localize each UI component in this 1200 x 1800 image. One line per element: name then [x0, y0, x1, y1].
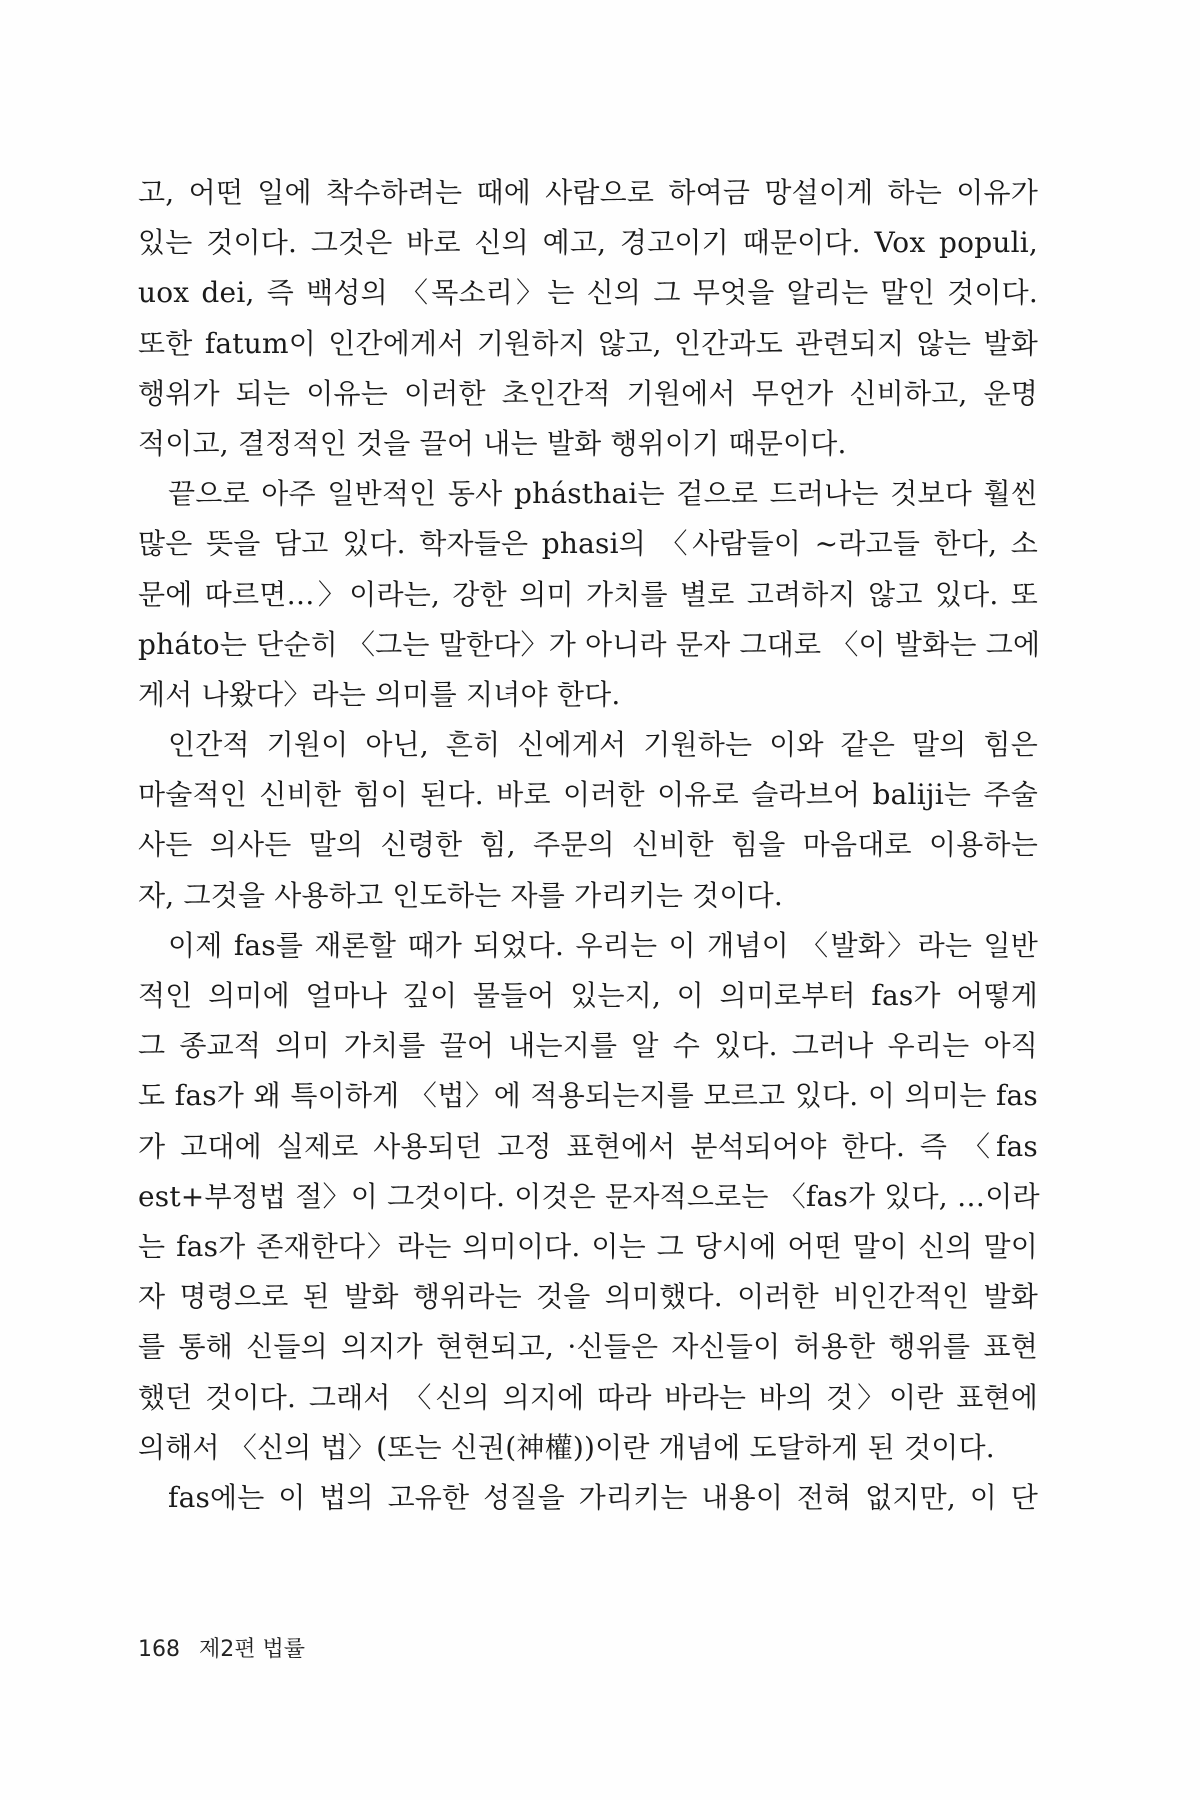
text-line: 를 통해 신들의 의지가 현현되고, ·신들은 자신들이 허용한 행위를 표현	[138, 1330, 1038, 1364]
text-line: 는 fas가 존재한다〉라는 의미이다. 이는 그 당시에 어떤 말이 신의 말이	[138, 1229, 1038, 1263]
paragraph-4	[138, 921, 1038, 1473]
text-line: 적이고, 결정적인 것을 끌어 내는 발화 행위이기 때문이다.	[138, 426, 847, 460]
running-footer-section: 제2편 법률	[199, 1637, 305, 1662]
text-line: 그 종교적 의미 가치를 끌어 내는지를 알 수 있다. 그러나 우리는 아직	[138, 1029, 1038, 1063]
text-line: 자, 그것을 사용하고 인도하는 자를 가리키는 것이다.	[138, 878, 784, 912]
text-line: 끝으로 아주 일반적인 동사 phásthai는 겉으로 드러나는 것보다 훨씬	[168, 477, 1038, 511]
text-line: fas에는 이 법의 고유한 성질을 가리키는 내용이 전혀 없지만, 이 단	[168, 1480, 1038, 1514]
paragraph-1	[138, 168, 1038, 469]
text-line: 도 fas가 왜 특이하게 〈법〉에 적용되는지를 모르고 있다. 이 의미는 fas	[138, 1079, 1038, 1113]
text-line: 문에 따르면…〉이라는, 강한 의미 가치를 별로 고려하지 않고 있다. 또	[138, 577, 1038, 611]
body-text	[138, 168, 1041, 1523]
text-line: 적인 의미에 얼마나 깊이 물들어 있는지, 이 의미로부터 fas가 어떻게	[138, 979, 1038, 1012]
text-line: est+부정법 절〉이 그것이다. 이것은 문자적으로는 〈fas가 있다, …이라	[138, 1179, 1040, 1213]
text-line: 많은 뜻을 담고 있다. 학자들은 phasi의 〈사람들이 ~라고들 한다, 소	[138, 527, 1038, 561]
text-line: 게서 나왔다〉라는 의미를 지녀야 한다.	[138, 677, 621, 711]
text-line: uox dei, 즉 백성의 〈목소리〉는 신의 그 무엇을 알리는 말인 것이다.	[138, 276, 1038, 310]
paragraph-2	[138, 469, 1041, 720]
text-line: 고, 어떤 일에 착수하려는 때에 사람으로 하여금 망설이게 하는 이유가	[138, 176, 1038, 209]
text-line: 했던 것이다. 그래서 〈신의 의지에 따라 바라는 바의 것〉이란 표현에	[138, 1380, 1038, 1414]
text-line: 사든 의사든 말의 신령한 힘, 주문의 신비한 힘을 마음대로 이용하는	[138, 828, 1038, 862]
text-line: 또한 fatum이 인간에게서 기원하지 않고, 인간과도 관련되지 않는 발화	[138, 326, 1038, 360]
text-line: 마술적인 신비한 힘이 된다. 바로 이러한 이유로 슬라브어 baliji는 주술	[138, 778, 1038, 812]
text-line: 이제 fas를 재론할 때가 되었다. 우리는 이 개념이 〈발화〉라는 일반	[168, 928, 1038, 962]
paragraph-3	[138, 720, 1038, 921]
paragraph-5	[138, 1473, 1038, 1523]
text-line: pháto는 단순히 〈그는 말한다〉가 아니라 문자 그대로 〈이 발화는 그에	[138, 627, 1041, 661]
text-line: 행위가 되는 이유는 이러한 초인간적 기원에서 무언가 신비하고, 운명	[138, 376, 1038, 410]
text-line: 있는 것이다. 그것은 바로 신의 예고, 경고이기 때문이다. Vox populi,	[138, 226, 1038, 260]
page-number: 168	[138, 1637, 180, 1662]
text-line: 의해서 〈신의 법〉(또는 신권(神權))이란 개념에 도달하게 된 것이다.	[138, 1430, 995, 1464]
page-footer	[138, 1632, 305, 1663]
text-line: 인간적 기원이 아닌, 흔히 신에게서 기원하는 이와 같은 말의 힘은	[168, 728, 1038, 762]
text-line: 가 고대에 실제로 사용되던 고정 표현에서 분석되어야 한다. 즉 〈fas	[138, 1129, 1038, 1163]
text-line: 자 명령으로 된 발화 행위라는 것을 의미했다. 이러한 비인간적인 발화	[138, 1280, 1038, 1314]
